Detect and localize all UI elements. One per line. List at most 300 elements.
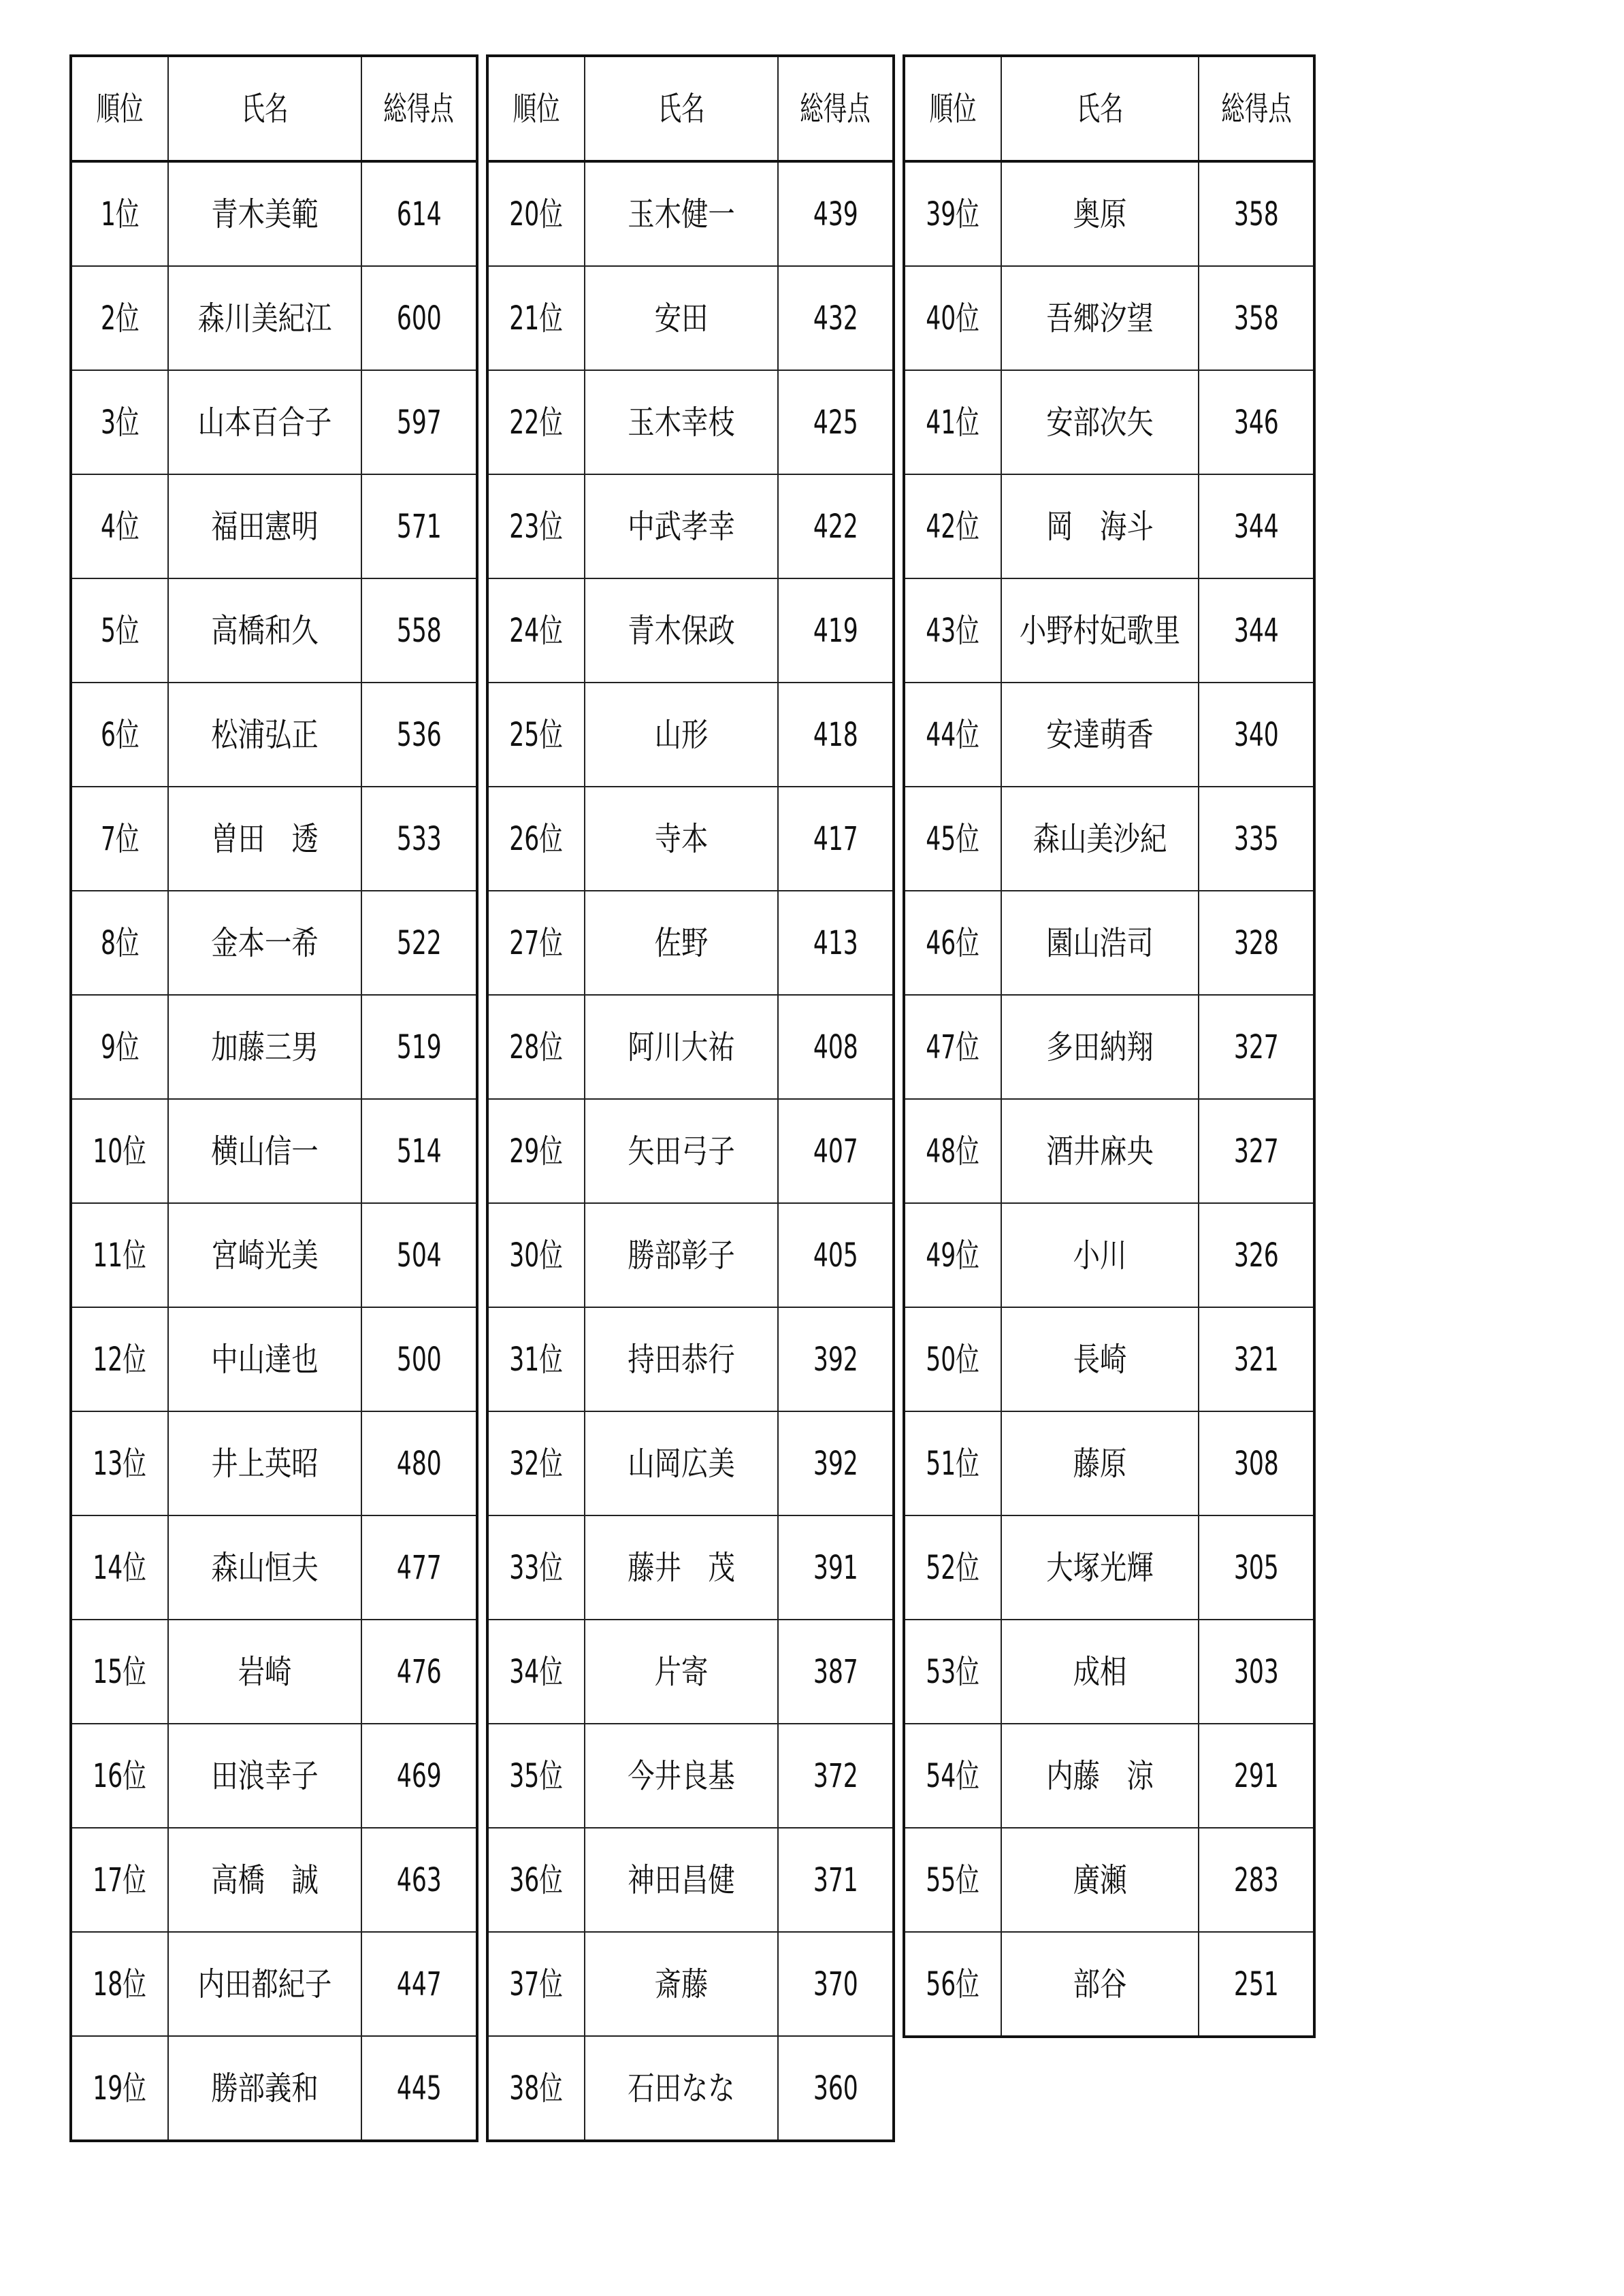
rank-cell-text: 24位: [509, 611, 564, 650]
name-cell-text: 中武孝幸: [628, 507, 735, 546]
rank-cell: [71, 1828, 168, 1932]
header-score: 総得点: [778, 56, 894, 161]
name-cell-text: 廣瀬: [1073, 1860, 1127, 1899]
table-row: [71, 578, 477, 683]
score-cell: [778, 1515, 894, 1620]
rank-cell: [904, 1203, 1001, 1307]
name-cell-text: 小野村妃歌里: [1019, 611, 1181, 650]
rank-cell-text: 31位: [509, 1340, 564, 1379]
table-row: [904, 1828, 1314, 1932]
table-row: [904, 1724, 1314, 1828]
rank-cell: [71, 578, 168, 683]
rank-cell-text: 41位: [926, 403, 980, 442]
rank-cell: [71, 1724, 168, 1828]
header-name: 氏名: [585, 56, 778, 161]
table-row: [487, 995, 894, 1099]
rank-cell-text: 7位: [100, 819, 140, 858]
score-cell-text: 514: [396, 1132, 442, 1170]
name-cell-text: 青木保政: [628, 611, 735, 650]
name-cell: [168, 1932, 361, 2036]
name-cell: [585, 1203, 778, 1307]
score-cell-text: 432: [813, 299, 858, 338]
score-cell: [1199, 266, 1314, 370]
name-cell-text: 加藤三男: [211, 1028, 319, 1066]
score-cell: [361, 995, 477, 1099]
score-cell-text: 372: [813, 1756, 858, 1795]
score-cell-text: 597: [396, 403, 442, 442]
name-cell-text: 山岡広美: [628, 1444, 735, 1483]
rank-cell-text: 55位: [926, 1860, 980, 1899]
rank-cell-text: 21位: [509, 299, 564, 338]
name-cell: [1001, 1515, 1199, 1620]
rank-cell-text: 34位: [509, 1652, 564, 1691]
name-cell: [585, 370, 778, 474]
score-cell: [1199, 1932, 1314, 2037]
rank-cell-text: 23位: [509, 507, 564, 546]
score-cell: [1199, 1620, 1314, 1724]
table-row: [487, 787, 894, 891]
name-cell: [1001, 891, 1199, 995]
score-cell-text: 392: [813, 1444, 858, 1483]
score-cell: [1199, 891, 1314, 995]
name-cell-text: 玉木健一: [628, 195, 735, 233]
header-row: [904, 56, 1314, 161]
score-cell-text: 303: [1233, 1652, 1279, 1691]
score-cell: [1199, 1828, 1314, 1932]
rank-cell-text: 12位: [93, 1340, 147, 1379]
rank-cell: [487, 370, 585, 474]
score-cell-text: 360: [813, 2069, 858, 2108]
table-row: [71, 1724, 477, 1828]
score-cell: [1199, 1411, 1314, 1515]
rank-cell: [487, 891, 585, 995]
score-cell-text: 251: [1233, 1965, 1279, 2003]
rank-cell: [71, 370, 168, 474]
table-row: [904, 995, 1314, 1099]
rank-cell: [904, 1411, 1001, 1515]
table-row: [904, 370, 1314, 474]
name-cell: [1001, 1932, 1199, 2037]
rank-cell: [904, 891, 1001, 995]
score-cell-text: 558: [396, 611, 442, 650]
table-row: [904, 683, 1314, 787]
rank-cell-text: 11位: [93, 1236, 147, 1275]
table-row: [487, 2036, 894, 2141]
name-cell-text: 田浪幸子: [211, 1756, 319, 1795]
table-row: [487, 1724, 894, 1828]
table-row: [71, 1099, 477, 1203]
score-cell: [1199, 683, 1314, 787]
name-cell: [585, 1724, 778, 1828]
name-cell: [168, 578, 361, 683]
header-rank: 順位: [71, 56, 168, 161]
rank-cell: [71, 891, 168, 995]
name-cell: [1001, 1828, 1199, 1932]
rank-cell: [71, 266, 168, 370]
rank-cell-text: 32位: [509, 1444, 564, 1483]
score-cell-text: 358: [1233, 195, 1279, 233]
name-cell-text: 小川: [1073, 1236, 1127, 1275]
name-cell: [585, 1411, 778, 1515]
name-cell: [585, 474, 778, 578]
score-cell-text: 321: [1233, 1340, 1279, 1379]
score-cell-text: 477: [396, 1548, 442, 1587]
score-cell-text: 407: [813, 1132, 858, 1170]
rank-cell-text: 56位: [926, 1965, 980, 2003]
score-cell: [778, 1932, 894, 2036]
score-cell: [361, 1932, 477, 2036]
score-cell-text: 469: [396, 1756, 442, 1795]
table-row: [904, 787, 1314, 891]
table-row: [71, 1620, 477, 1724]
rank-cell: [71, 1307, 168, 1411]
rank-cell: [487, 161, 585, 266]
table-row: [904, 1515, 1314, 1620]
rank-cell-text: 30位: [509, 1236, 564, 1275]
score-cell: [778, 2036, 894, 2141]
name-cell: [1001, 787, 1199, 891]
score-cell: [1199, 370, 1314, 474]
score-cell-text: 344: [1233, 611, 1279, 650]
rank-cell: [487, 1724, 585, 1828]
name-cell: [1001, 161, 1199, 266]
rank-cell-text: 3位: [100, 403, 140, 442]
rank-cell: [904, 370, 1001, 474]
score-cell: [778, 1099, 894, 1203]
score-cell: [1199, 1724, 1314, 1828]
name-cell: [1001, 995, 1199, 1099]
table-row: [71, 683, 477, 787]
rank-cell: [487, 578, 585, 683]
rank-cell-text: 33位: [509, 1548, 564, 1587]
score-cell-text: 480: [396, 1444, 442, 1483]
name-cell-text: 矢田弓子: [628, 1132, 735, 1170]
score-cell-text: 305: [1233, 1548, 1279, 1587]
rank-cell: [904, 995, 1001, 1099]
table-row: [904, 1203, 1314, 1307]
name-cell: [168, 787, 361, 891]
score-cell: [361, 1411, 477, 1515]
name-cell-text: 勝部義和: [211, 2069, 319, 2108]
score-cell: [778, 683, 894, 787]
rank-cell: [71, 1932, 168, 2036]
rank-cell-text: 37位: [509, 1965, 564, 2003]
rank-cell: [71, 1099, 168, 1203]
rank-cell: [904, 578, 1001, 683]
rank-cell-text: 2位: [100, 299, 140, 338]
name-cell: [585, 891, 778, 995]
name-cell: [585, 683, 778, 787]
table-row: [904, 161, 1314, 266]
score-cell-text: 439: [813, 195, 858, 233]
rank-cell: [487, 995, 585, 1099]
score-cell-text: 405: [813, 1236, 858, 1275]
header-row: [487, 56, 894, 161]
name-cell-text: 山本百合子: [197, 403, 332, 442]
rank-cell: [71, 1515, 168, 1620]
rank-cell-text: 8位: [100, 923, 140, 962]
score-cell-text: 419: [813, 611, 858, 650]
name-cell: [585, 2036, 778, 2141]
rank-cell: [71, 474, 168, 578]
name-cell-text: 内藤 涼: [1046, 1756, 1154, 1795]
name-cell-text: 勝部彰子: [628, 1236, 735, 1275]
rank-cell: [904, 266, 1001, 370]
rank-cell-text: 22位: [509, 403, 564, 442]
score-cell: [361, 161, 477, 266]
table-row: [487, 1099, 894, 1203]
name-cell-text: 森川美紀江: [197, 299, 332, 338]
rank-cell: [487, 1828, 585, 1932]
rank-cell-text: 42位: [926, 507, 980, 546]
rank-cell: [904, 1620, 1001, 1724]
score-cell: [1199, 161, 1314, 266]
rank-cell: [487, 1620, 585, 1724]
name-cell: [1001, 266, 1199, 370]
table-row: [487, 1932, 894, 2036]
name-cell-text: 高橋 誠: [211, 1860, 319, 1899]
score-cell: [361, 1515, 477, 1620]
rank-cell: [487, 1307, 585, 1411]
name-cell: [1001, 1411, 1199, 1515]
name-cell: [168, 370, 361, 474]
name-cell: [168, 1307, 361, 1411]
rank-cell: [487, 1515, 585, 1620]
rank-cell: [904, 1307, 1001, 1411]
rank-cell: [487, 2036, 585, 2141]
rank-cell-text: 16位: [93, 1756, 147, 1795]
name-cell: [585, 995, 778, 1099]
score-cell: [361, 578, 477, 683]
score-cell: [361, 1099, 477, 1203]
name-cell-text: 井上英昭: [211, 1444, 319, 1483]
score-cell: [778, 266, 894, 370]
name-cell: [1001, 1307, 1199, 1411]
score-cell-text: 519: [396, 1028, 442, 1066]
rank-cell: [487, 787, 585, 891]
score-cell-text: 614: [396, 195, 442, 233]
score-cell-text: 476: [396, 1652, 442, 1691]
rank-cell-text: 9位: [100, 1028, 140, 1066]
rank-cell: [71, 1620, 168, 1724]
rank-cell-text: 6位: [100, 715, 140, 754]
score-cell: [361, 2036, 477, 2141]
name-cell-text: 中山達也: [211, 1340, 319, 1379]
table-row: [904, 1932, 1314, 2037]
rank-cell-text: 14位: [93, 1548, 147, 1587]
table-row: [71, 2036, 477, 2141]
name-cell: [585, 1620, 778, 1724]
rank-cell: [904, 161, 1001, 266]
score-cell-text: 422: [813, 507, 858, 546]
score-cell: [1199, 1307, 1314, 1411]
rank-cell: [487, 683, 585, 787]
rank-cell: [71, 1411, 168, 1515]
header-name: 氏名: [168, 56, 361, 161]
rank-cell-text: 49位: [926, 1236, 980, 1275]
ranking-table-2: [486, 54, 895, 2142]
rank-cell: [71, 2036, 168, 2141]
name-cell: [168, 1099, 361, 1203]
name-cell: [585, 1828, 778, 1932]
name-cell: [585, 266, 778, 370]
name-cell: [168, 161, 361, 266]
score-cell: [778, 787, 894, 891]
table-row: [904, 1411, 1314, 1515]
table-row: [487, 1620, 894, 1724]
rank-cell-text: 39位: [926, 195, 980, 233]
name-cell-text: 岩崎: [238, 1652, 292, 1691]
header-score: 総得点: [361, 56, 477, 161]
score-cell: [361, 266, 477, 370]
score-cell-text: 445: [396, 2069, 442, 2108]
name-cell: [168, 1411, 361, 1515]
score-cell-text: 500: [396, 1340, 442, 1379]
rank-cell: [487, 1411, 585, 1515]
rank-cell-text: 45位: [926, 819, 980, 858]
name-cell-text: 大塚光輝: [1046, 1548, 1154, 1587]
score-cell-text: 346: [1233, 403, 1279, 442]
name-cell-text: 藤原: [1073, 1444, 1127, 1483]
score-cell: [1199, 474, 1314, 578]
score-cell-text: 327: [1233, 1028, 1279, 1066]
name-cell-text: 安部次矢: [1046, 403, 1154, 442]
rank-cell-text: 26位: [509, 819, 564, 858]
name-cell-text: 安達萌香: [1046, 715, 1154, 754]
rank-cell-text: 53位: [926, 1652, 980, 1691]
name-cell: [585, 1307, 778, 1411]
table-row: [487, 1828, 894, 1932]
header-row: [71, 56, 477, 161]
score-cell-text: 600: [396, 299, 442, 338]
score-cell: [361, 1203, 477, 1307]
rank-cell: [71, 1203, 168, 1307]
rank-cell-text: 48位: [926, 1132, 980, 1170]
name-cell-text: 宮崎光美: [211, 1236, 319, 1275]
score-cell: [361, 370, 477, 474]
rank-cell-text: 40位: [926, 299, 980, 338]
name-cell: [168, 474, 361, 578]
name-cell-text: 奥原: [1073, 195, 1127, 233]
rank-cell: [487, 266, 585, 370]
name-cell: [585, 787, 778, 891]
name-cell-text: 石田なな: [628, 2069, 735, 2108]
score-cell-text: 408: [813, 1028, 858, 1066]
score-cell: [778, 578, 894, 683]
table-row: [487, 578, 894, 683]
name-cell-text: 持田恭行: [628, 1340, 735, 1379]
table-row: [487, 161, 894, 266]
rank-cell-text: 5位: [100, 611, 140, 650]
score-cell-text: 522: [396, 923, 442, 962]
name-cell: [1001, 1724, 1199, 1828]
rank-cell: [904, 1828, 1001, 1932]
table-row: [71, 1515, 477, 1620]
name-cell: [168, 1203, 361, 1307]
table-row: [71, 995, 477, 1099]
table-row: [71, 1932, 477, 2036]
name-cell-text: 部谷: [1073, 1965, 1127, 2003]
name-cell-text: 松浦弘正: [211, 715, 319, 754]
rank-cell: [904, 474, 1001, 578]
score-cell: [1199, 578, 1314, 683]
rank-cell-text: 50位: [926, 1340, 980, 1379]
score-cell-text: 571: [396, 507, 442, 546]
rank-cell-text: 17位: [93, 1860, 147, 1899]
header-rank: 順位: [487, 56, 585, 161]
table-row: [904, 266, 1314, 370]
score-cell: [361, 1724, 477, 1828]
score-cell-text: 533: [396, 819, 442, 858]
rank-cell-text: 1位: [100, 195, 140, 233]
name-cell: [585, 161, 778, 266]
score-cell: [1199, 995, 1314, 1099]
name-cell: [1001, 474, 1199, 578]
table-row: [487, 266, 894, 370]
score-cell: [1199, 1203, 1314, 1307]
score-cell: [361, 1307, 477, 1411]
table-row: [904, 1307, 1314, 1411]
table-row: [487, 1203, 894, 1307]
table-row: [487, 370, 894, 474]
table-row: [71, 1203, 477, 1307]
score-cell: [361, 683, 477, 787]
table-row: [71, 266, 477, 370]
rank-cell-text: 25位: [509, 715, 564, 754]
table-row: [904, 578, 1314, 683]
rank-cell-text: 43位: [926, 611, 980, 650]
name-cell-text: 高橋和久: [211, 611, 319, 650]
name-cell: [1001, 370, 1199, 474]
rank-cell-text: 51位: [926, 1444, 980, 1483]
name-cell-text: 寺本: [654, 819, 709, 858]
rank-cell: [487, 474, 585, 578]
name-cell: [1001, 578, 1199, 683]
rank-cell: [71, 995, 168, 1099]
ranking-table-3: [903, 54, 1316, 2038]
score-cell: [361, 1620, 477, 1724]
name-cell: [585, 578, 778, 683]
name-cell-text: 今井良基: [628, 1756, 735, 1795]
name-cell-text: 吾郷汐望: [1046, 299, 1154, 338]
score-cell-text: 418: [813, 715, 858, 754]
table-row: [71, 891, 477, 995]
score-cell-text: 392: [813, 1340, 858, 1379]
name-cell: [585, 1515, 778, 1620]
score-cell: [361, 1828, 477, 1932]
table-row: [71, 1307, 477, 1411]
rank-cell-text: 10位: [93, 1132, 147, 1170]
rank-cell: [71, 787, 168, 891]
rank-cell-text: 38位: [509, 2069, 564, 2108]
table-row: [71, 787, 477, 891]
rank-cell: [904, 1932, 1001, 2037]
name-cell-text: 森山美沙紀: [1033, 819, 1167, 858]
rank-cell-text: 28位: [509, 1028, 564, 1066]
name-cell-text: 安田: [654, 299, 709, 338]
name-cell-text: 森山恒夫: [211, 1548, 319, 1587]
score-cell-text: 283: [1233, 1860, 1279, 1899]
name-cell-text: 片寄: [654, 1652, 709, 1691]
score-cell: [778, 995, 894, 1099]
table-row: [487, 474, 894, 578]
score-cell: [778, 1411, 894, 1515]
score-cell-text: 413: [813, 923, 858, 962]
score-cell: [361, 474, 477, 578]
table-row: [487, 1411, 894, 1515]
name-cell-text: 長崎: [1073, 1340, 1127, 1379]
name-cell: [168, 1724, 361, 1828]
